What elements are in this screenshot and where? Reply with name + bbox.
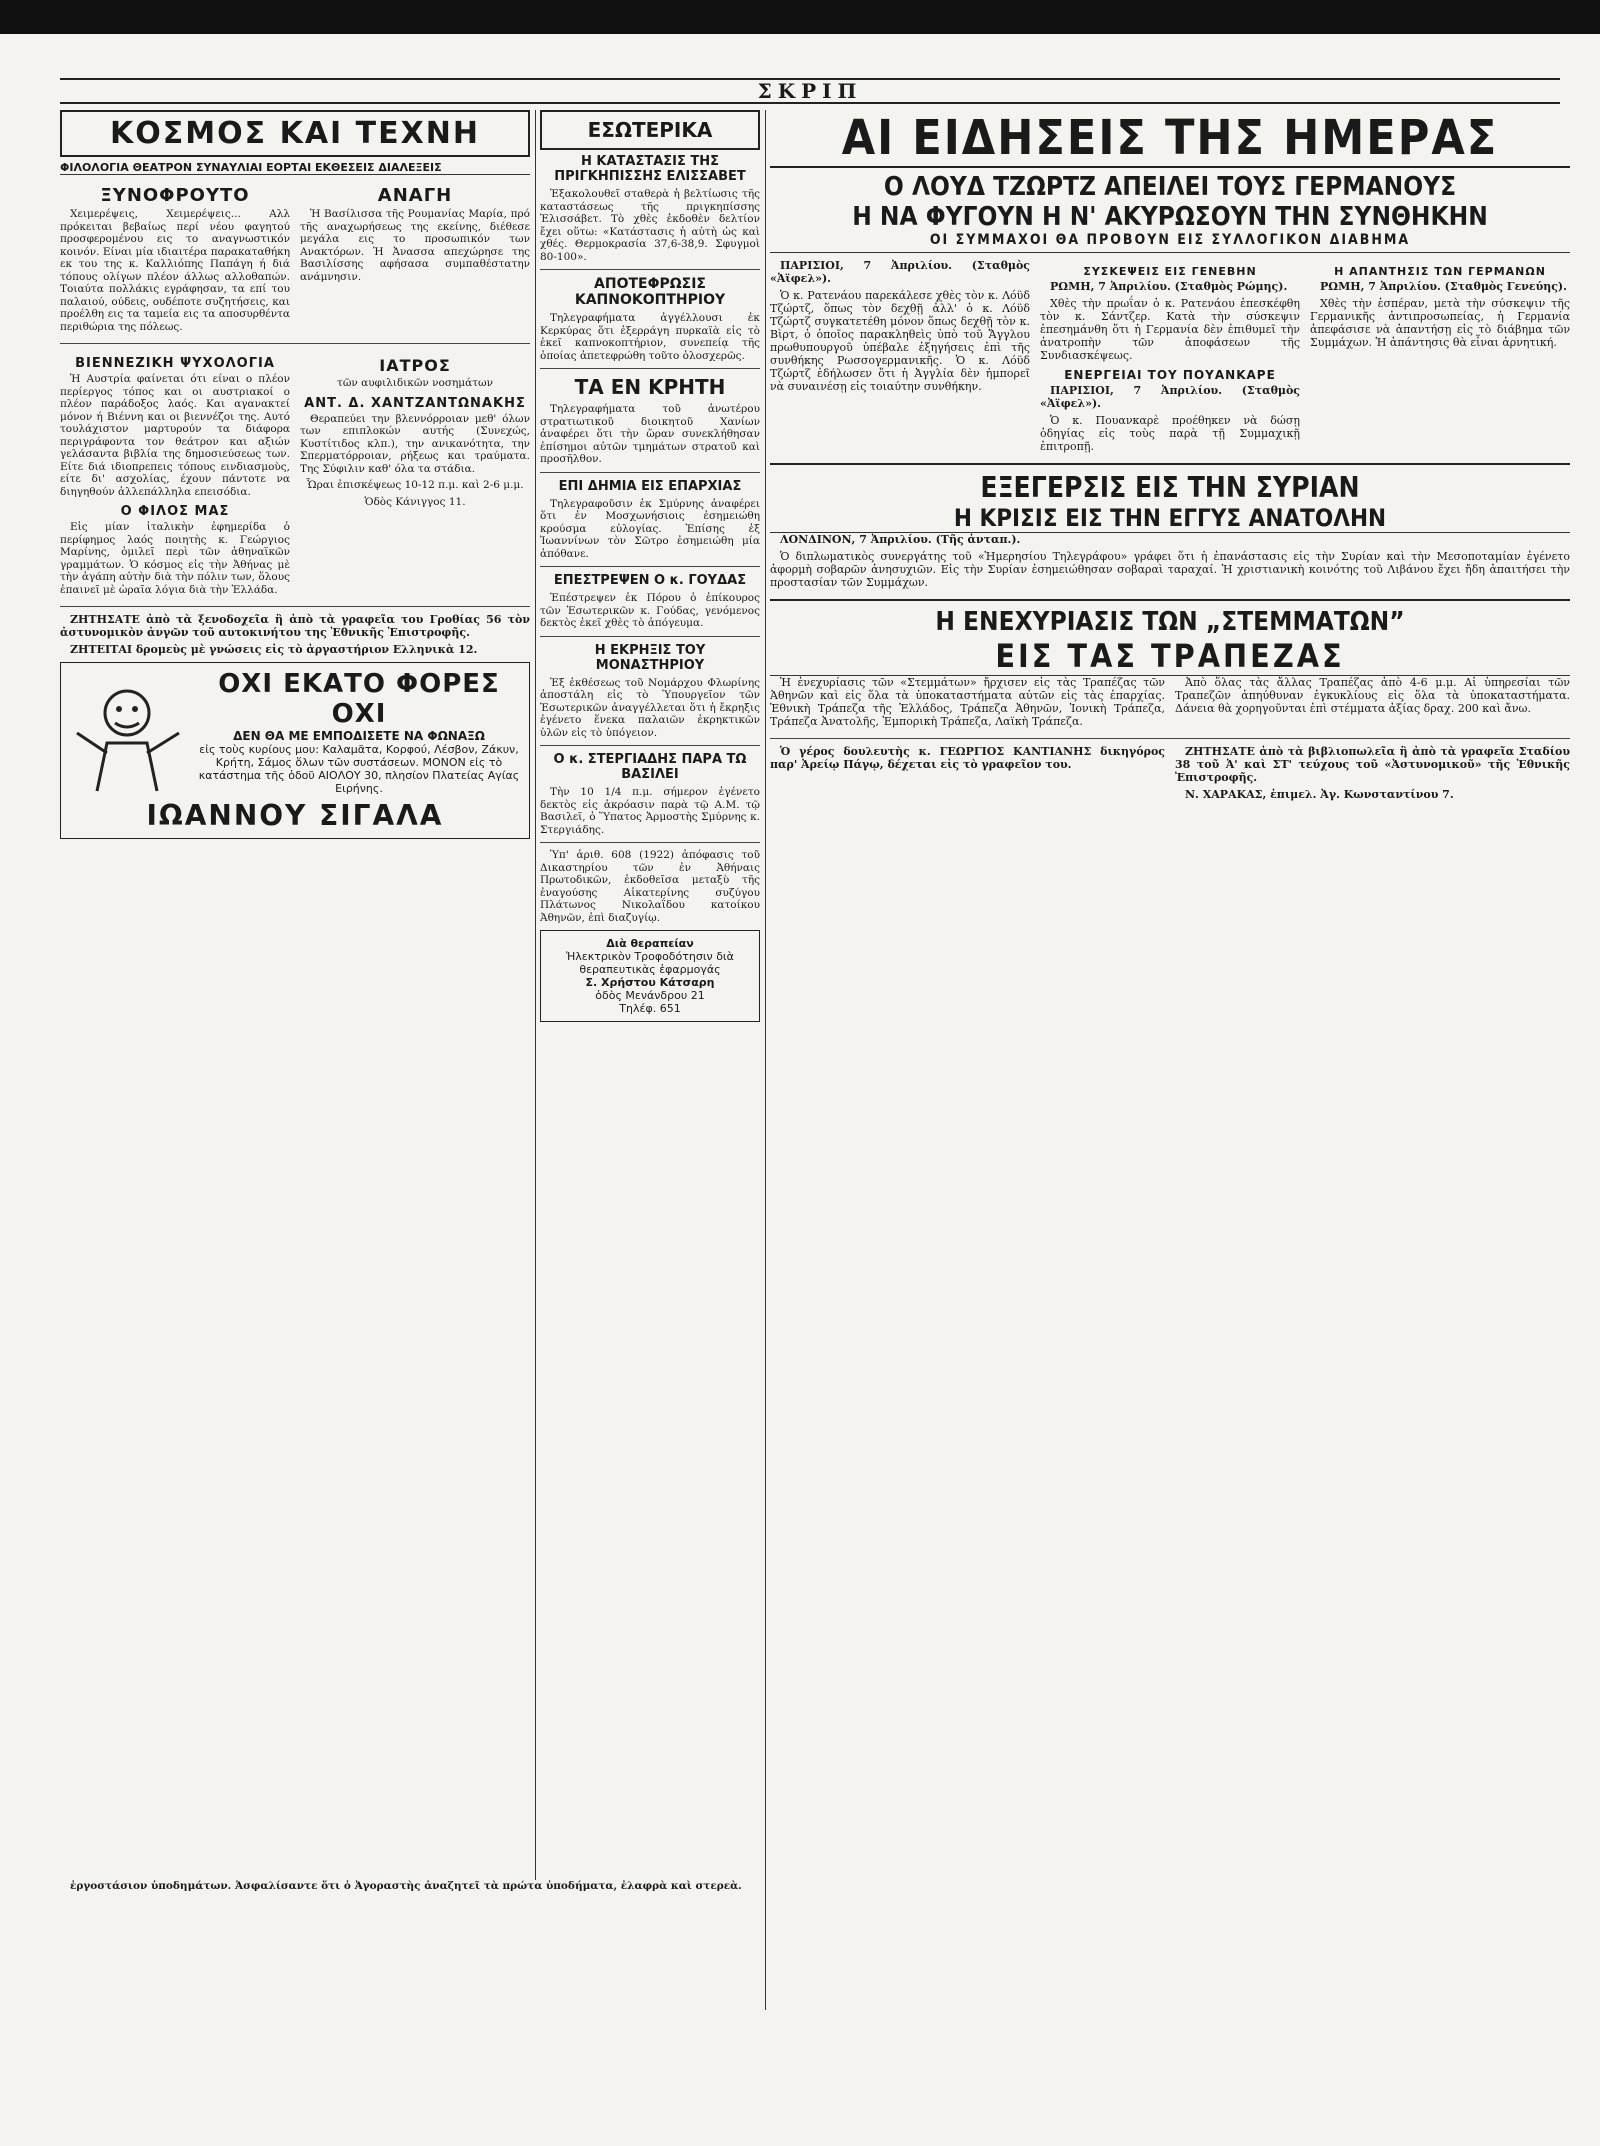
zitisate-notice: ΖΗΤΗΣΑΤΕ ἀπὸ τὰ ξενοδοχεῖα ἢ ἀπὸ τὰ γραφεῖα του Γροθίας 56 τὸν ἀστυνομικὸν ἀνγῶν τοῦ αυτοκινήτου της Ἐθνικῆς Ἐπιστροφῆς. [60, 613, 530, 639]
divider [770, 463, 1570, 465]
ad-brand: ΙΩΑΝΝΟΥ ΣΙΓΑΛΑ [146, 799, 444, 832]
ad-name: Σ. Χρήστου Κάτσαρη [585, 976, 715, 989]
column-rule [765, 110, 766, 2010]
sub-headline: Η ΝΑ ΦΥΓΟΥΝ Η Ν' ΑΚΥΡΩΣΟΥΝ ΤΗΝ ΣΥΝΘΗΚΗΝ [852, 202, 1488, 232]
article-text: Ἐπέστρεψεν ἐκ Πόρου ὁ ἐπίκουρος τῶν Ἐσωτερικῶν κ. Γούδας, γενόμενος δεκτὸς ἐκεῖ χθὲς τὸ ἀπόγευμα. [540, 592, 760, 629]
notices [770, 745, 1570, 805]
divider [540, 472, 760, 473]
article-anagi [300, 179, 530, 337]
ad-address: Ὁδὸς Κάνιγγος 11. [364, 495, 466, 508]
article-doctor-ad [300, 350, 530, 600]
divider [540, 636, 760, 637]
article-text: Ὁ διπλωματικὸς συνεργάτης τοῦ «Ἡμερησίου Τηλεγράφου» γράφει ὅτι ἡ ἐπανάστασις εἰς τὴν Συρίαν καὶ τὴν Μεσοποταμίαν ἐγένετο ἀφορμὴ σοβαρῶν ἀνησυχιῶν. Εἰς τὴν Συρίαν ἐσημειώθησαν σοβαραὶ ταραχαί. Ἡ χριστιανικὴ κοινότης τοῦ Λιβάνου ἔχει ἤδη ἀπαιτήσει τὴν προστασίαν τῶν Συμμάχων. [770, 550, 1570, 589]
article-text: Τηλεγραφοῦσιν ἐκ Σμύρνης ἀναφέρει ὅτι ἐν Μοσχωνήσιοις ἐσημειώθη κρούσμα εὐλογίας. Ἐπίσης ἐξ Ἰωαννίνων τὸν Σῶτρο ἐσημειώθη μία ἀπόθανε. [540, 497, 760, 560]
article-text: Τηλεγραφήματα ἀγγέλλουσι ἐκ Κερκύρας ὅτι ἐξερράγη πυρκαϊὰ εἰς τὸ ἐκεῖ καπνοκοπτήριον, συνεπείᾳ τῆς ὁποίας ἀπετεφρώθη τοῦτο ὁλοσχερῶς. [540, 312, 760, 362]
news-of-the-day [770, 110, 1570, 2010]
section-title: ΚΟΣΜΟΣ ΚΑΙ ΤΕΧΝΗ [60, 110, 530, 157]
address-notice: Ν. ΧΑΡΑΚΑΣ, ἐπιμελ. Ἀγ. Κωνσταντίνου 7. [1185, 788, 1454, 801]
article-xynofroyto [60, 179, 290, 337]
article-text: Ἡ Αυστρία φαίνεται ότι είναι ο πλέον περίεργος τόπος και οι αυστριακοί ο πλέον παράδοξος λαός. Και αγανακτεί μόνον ή Βιέννη και οι βιεννέζοι της. Αυτό τουλάχιστον μαρτυρούν τα διάφορα περιγράφοντα τον θεάτρον και αξιών γελάσαντα βιβλία της δημοσιεύσεως των. Είτε διά ιδιοπρεπεις τόπους εινδιασμοὺς, είτε δι' ασχολίας, έχουν πάντοτε να διηγηθούν ἀλλεπάλληλα επεισόδια. [60, 373, 290, 498]
cantinis-notice: Ὁ γέρος δουλευτὴς κ. ΓΕΩΡΓΙΟΣ ΚΑΝΤΙΑΝΗΣ δικηγόρος παρ' Ἀρείῳ Πάγῳ, δέχεται εἰς τὸ γραφεῖον του. [770, 745, 1165, 771]
bottom-ad-footer [60, 1880, 760, 1897]
article-text: Ὁ κ. Πουανκαρὲ προέθηκεν νὰ δώσῃ ὁδηγίας εἰς τοὺς παρὰ τῇ Συμμαχικῇ ἐπιτροπῇ. [1040, 414, 1300, 453]
ad-text: Θεραπεύει την βλεννόρροιαν μεθ' όλων των επιπλοκών αυτής (Συνεχώς, Κυστίτιδος κλπ.), την ανικανότητα, την Σπερματόρροιαν, ρήξεως και τραύματα. Της Σύφιλιν καθ' όλα τα στάδια. [300, 412, 530, 475]
article-pair [60, 350, 530, 600]
stem-col [1175, 676, 1570, 732]
divider [60, 343, 530, 344]
article-title: Ο κ. ΣΤΕΡΓΙΑΔΗΣ ΠΑΡΑ ΤΩ ΒΑΣΙΛΕΙ [553, 752, 747, 782]
article-title: ΕΠΕΣΤΡΕΨΕΝ Ο κ. ΓΟΥΔΑΣ [553, 573, 747, 588]
article-text: Τὴν 10 1/4 π.μ. σήμερον ἐγένετο δεκτὸς εἰς ἀκρόασιν παρὰ τῷ Α.Μ. τῷ Βασιλεῖ, ὁ Ὕπατος Ἁρμοστὴς Σμύρνης κ. Στεργιάδης. [540, 786, 760, 836]
article-text: Ἀπὸ ὅλας τὰς ἄλλας Τραπέζας ἀπὸ 4-6 μ.μ. Αἱ ὑπηρεσίαι τῶν Τραπεζῶν ἀπηύθυναν ἐγκυκλίους εἰς ὅλα τὰ ὑποκαταστήματα. Δάνεια θὰ χορηγοῦνται ἐπὶ στέμματα ἀξίας δραχ. 200 καὶ ἄνω. [1175, 676, 1570, 715]
dateline: ΛΟΝΔΙΝΟΝ, 7 Ἀπριλίου. (Τῆς ἀνταπ.). [780, 533, 1021, 546]
main-headline: ΑΙ ΕΙΔΗΣΕΙΣ ΤΗΣ ΗΜΕΡΑΣ [770, 110, 1570, 168]
section-title: ΕΣΩΤΕΡΙΚΑ [540, 110, 760, 150]
article-text: Χειμερέψεις, Χειμερέψεις... Αλλ πρόκειται βεβαίως περί νέου φαγητού προσφερομένου εις το αναγνωστικόν κοινόν. Είναι μία ιδιαιτέρα παρακαταθήκη εκ του της κ. Καλλιόπης Παπάγη ή διά τόπους ολίγων πλέον άλλως αλλοθαπών. Τοιαύτα πολλάκις εγράφησαν, τα επί του παλαιού, ούδεις, ουδέποτε συζητήσεις, και προέλθη εις τα ταμεία εις τα αποσυρθέντα περιθώρια της πόλεως. [60, 208, 290, 333]
ad-footer: ἐργοστάσιον ὑποδημάτων. Ἀσφαλίσαντε ὅτι ὁ Ἀγοραστὴς ἀναζητεῖ τὰ πρώτα ὑποδήματα, ἐλαφρὰ καὶ στερεὰ. [70, 1880, 742, 1892]
article-vienna [60, 350, 290, 600]
ad-subtitle: τῶν αυφιλιδικῶν νοσημάτων [337, 377, 493, 389]
article-title: ΒΙΕΝΝΕΖΙΚΗ ΨΥΧΟΛΟΓΙΑ [75, 356, 275, 371]
ad-title: ΙΑΤΡΟΣ [379, 356, 451, 375]
dateline: ΡΩΜΗ, 7 Ἀπριλίου. (Σταθμὸς Ρώμης). [1050, 280, 1288, 293]
ad-hours: Ὧραι ἐπισκέψεως 10-12 π.μ. καὶ 2-6 μ.μ. [306, 479, 524, 491]
article-text: Ἐξακολουθεῖ σταθερὰ ἡ βελτίωσις τῆς καταστάσεως τῆς πριγκηπίσσης Ἐλισσάβετ. Τὸ χθὲς ἐκδοθὲν δελτίον ἔχει οὕτω: «Κατάστασις ἡ αὐτὴ ὡς καὶ χθές. Θερμοκρασία 37,6-38,9. Σφυγμοὶ 80-100». [540, 188, 760, 263]
divider [540, 745, 760, 746]
masthead: ΣΚΡΙΠ [60, 78, 1560, 104]
news-columns [770, 259, 1570, 457]
dateline: ΡΩΜΗ, 7 Ἀπριλίου. (Σταθμὸς Γενεύης). [1320, 280, 1567, 293]
article-text: Ἡ Βασίλισσα τῆς Ρουμανίας Μαρία, πρό τῆς αναχωρήσεως της εκείνης, διέθεσε μεγάλα εις το προσωπικόν των Ανακτόρων. Ἡ Ἀνασσα απεχώρησε της Βασιλίσσης αφήσασα συμπαθέστατην ανάμνησιν. [300, 208, 530, 283]
article-title: ΕΝΕΡΓΕΙΑΙ ΤΟΥ ΠΟΥΑΝΚΑΡΕ [1064, 368, 1276, 382]
sub-headline: ΟΙ ΣΥΜΜΑΧΟΙ ΘΑ ΠΡΟΒΟΥΝ ΕΙΣ ΣΥΛΛΟΓΙΚΟΝ ΔΙΑΒΗΜΑ [770, 232, 1570, 253]
stem-headline: Η ΕΝΕΧΥΡΙΑΣΙΣ ΤΩΝ „ΣΤΕΜΜΑΤΩΝ” [935, 607, 1405, 637]
news-col [1040, 259, 1300, 457]
dateline: ΠΑΡΙΣΙΟΙ, 7 Ἀπριλίου. (Σταθμὸς «Ἀϊφελ»). [770, 259, 1030, 285]
divider [60, 606, 530, 607]
column-esoterika [540, 110, 760, 1800]
ad-line: Διὰ θεραπείαν [606, 937, 694, 950]
article-title: ΞΥΝΟΦΡΟΥΤΟ [100, 185, 250, 206]
ad-subheader: ΔΕΝ ΘΑ ΜΕ ΕΜΠΟΔΙΣΕΤΕ ΝΑ ΦΩΝΑΞΩ [233, 729, 485, 743]
article-text: Ἐξ ἐκθέσεως τοῦ Νομάρχου Φλωρίνης ἀποστάλη εἰς τὸ Ὑπουργεῖον τῶν Ἐσωτερικῶν ἀναγγέλλεται ὅτι ἡ ἔκρηξις ἐγένετο ἕνεκα παλαιῶν ἐκρηκτικῶν ὑλῶν εἰς τὸ ὑπόγειον. [540, 676, 760, 739]
divider [770, 738, 1570, 739]
notice-col [1175, 745, 1570, 805]
column-kosmos-kai-techni [60, 110, 530, 1870]
ad-address: ὁδὸς Μενάνδρου 21 [595, 989, 705, 1002]
article-title: Η ΕΚΡΗΞΙΣ ΤΟΥ ΜΟΝΑΣΤΗΡΙΟΥ [594, 642, 706, 673]
news-col [1310, 259, 1570, 457]
article-text: Χθὲς τὴν πρωΐαν ὁ κ. Ρατενάου ἐπεσκέφθη τὸν κ. Σάντζερ. Κατὰ τὴν σύσκεψιν ἐπεσημάνθη ὅτι ἡ Γερμανία δὲν ἐπιθυμεῖ τὴν ἀνατροπὴν τῶν ἀποφάσεων τῆς Συνδιασκέψεως. [1040, 297, 1300, 362]
syria-main [770, 471, 1570, 593]
zititai-notice: ΖΗΤΕΙΤΑΙ δρομεὺς μὲ γνώσεις εἰς τὸ ἀργαστήριον Ελληνικὰ 12. [70, 643, 478, 656]
top-black-bar [0, 0, 1600, 34]
news-col [770, 259, 1030, 457]
article-text: Ὁ κ. Ρατενάου παρεκάλεσε χθὲς τὸν κ. Λόϋδ Τζώρτζ, ὅπως τὸν δεχθῇ ἀλλ' ὁ κ. Λόϋδ Τζώρτζ συγκατετέθη μόνον ὅπως δεχθῇ τὸν κ. Βὶρτ, ὁ ὁποῖος παρακληθεὶς ὑπὸ τοῦ Ἄγγλου πρωθυπουργοῦ ὑπέβαλε ἐξηγήσεις ἐπὶ τῆς συνθήκης Ρωσσογερμανικῆς. Ὁ κ. Λόϋδ Τζώρτζ ἐδήλωσεν ὅτι ἡ Ἀγγλία δὲν ἠμπορεῖ νὰ συναινέσῃ εἰς τοιαύτην συνθήκην. [770, 289, 1030, 393]
ad-phone: Τηλέφ. 651 [619, 1002, 681, 1015]
ad-name: ΑΝΤ. Δ. ΧΑΝΤΖΑΝΤΩΝΑΚΗΣ [304, 395, 526, 411]
article-title: ΤΑ ΕΝ ΚΡΗΤΗ [574, 375, 726, 399]
article-title: Ο ΦΙΛΟΣ ΜΑΣ [120, 504, 230, 519]
section-subtitle: ΦΙΛΟΛΟΓΙΑ ΘΕΑΤΡΟΝ ΣΥΝΑΥΛΙΑΙ ΕΟΡΤΑΙ ΕΚΘΕΣΕΙΣ ΔΙΑΛΕΞΕΙΣ [60, 161, 530, 175]
diatherm-ad [540, 930, 760, 1022]
divider [540, 842, 760, 843]
divider [540, 368, 760, 369]
article-title: Η ΑΠΑΝΤΗΣΙΣ ΤΩΝ ΓΕΡΜΑΝΩΝ [1334, 265, 1546, 278]
oxi-ad [60, 662, 530, 839]
figure-illustration-icon [67, 673, 187, 793]
stem-columns [770, 676, 1570, 732]
syria-section [770, 471, 1570, 593]
dateline: ΠΑΡΙΣΙΟΙ, 7 Ἀπριλίου. (Σταθμὸς «Ἀϊφελ»). [1040, 384, 1300, 410]
article-text: Εἰς μίαν ἰταλικὴν ἐφημερίδα ὁ περίφημος λαός ποιητὴς κ. Γεώργιος Μαρίνης, ὁμιλεῖ περὶ τῶν ἀθηναϊκῶν γραμμάτων. Ὁ κόσμος εἰς τὴν Ἀθήνας μὲ τὴν ἀγάπη αὐτὴν διὰ τὴν πόλιν των, ὅλους ἐπαινεῖ μὲ ὡραῖα λόγια διὰ τὴν Ἑλλάδα. [60, 521, 290, 596]
ad-line: Ἡλεκτρικὸν Τροφοδότησιν διὰ θεραπευτικὰς ἐφαρμογάς [566, 950, 734, 976]
stem-col [770, 676, 1165, 732]
notice-col [770, 745, 1165, 805]
sub-headline: Ο ΛΟΥΔ ΤΖΩΡΤΖ ΑΠΕΙΛΕΙ ΤΟΥΣ ΓΕΡΜΑΝΟΥΣ [883, 172, 1457, 202]
divider [540, 269, 760, 270]
article-title: Η ΚΑΤΑΣΤΑΣΙΣ ΤΗΣ ΠΡΙΓΚΗΠΙΣΣΗΣ ΕΛΙΣΣΑΒΕΤ [554, 154, 746, 184]
column-rule [535, 110, 536, 1880]
divider [540, 566, 760, 567]
ad-header: ΟΧΙ ΕΚΑΤΟ ΦΟΡΕΣ ΟΧΙ [218, 669, 500, 729]
article-text: Ὑπ' ἀριθ. 608 (1922) ἀπόφασις τοῦ Δικαστηρίου τῶν ἐν Ἀθήναις Πρωτοδικῶν, ἐκδοθεῖσα μεταξὺ τῆς ἐναγούσης Αἰκατερίνης συζύγου Πλάτωνος Νικολαΐδου κατοίκου Ἀθηνῶν, ἐπὶ διαζυγίῳ. [540, 849, 760, 924]
article-title: ΑΠΟΤΕΦΡΩΣΙΣ ΚΑΠΝΟΚΟΠΤΗΡΙΟΥ [574, 276, 726, 308]
article-title: ΑΝΑΓΗ [377, 185, 453, 206]
syria-headline: ΕΞΕΓΕΡΣΙΣ ΕΙΣ ΤΗΝ ΣΥΡΙΑΝ [980, 471, 1360, 504]
zitisate-notice: ΖΗΤΗΣΑΤΕ ἀπὸ τὰ βιβλιοπωλεῖα ἢ ἀπὸ τὰ γραφεῖα Σταδίου 38 τοῦ Ἀ' καὶ ΣΤ' τεύχους τοῦ «Ἀστυνομικοῦ» τῆς Ἐθνικῆς Ἐπιστροφῆς. [1175, 745, 1570, 784]
ad-body: εἰς τοὺς κυρίους μου: Καλαμᾶτα, Κορφού, Λέσβον, Ζάκυν, Κρήτη, Σάμος ὅλων τῶν συστάσεων. ΜΟΝΟΝ εἰς τὸ κατάστημα τῆς ὁδοῦ ΑΙΟΛΟΥ 30, πλησίον Πλατείας Αγίας Ειρήνης. [198, 743, 520, 795]
article-title: ΣΥΣΚΕΨΕΙΣ ΕΙΣ ΓΕΝΕΒΗΝ [1083, 265, 1257, 278]
article-text: Τηλεγραφήματα τοῦ ἀνωτέρου στρατιωτικοῦ διοικητοῦ Χανίων ἀναφέρει ὅτι τὴν ὥραν συνεκλήθησαν ἐπίσημοι αὐτῶν τμημάτων στρατοῦ καὶ προσῆλθον. [540, 403, 760, 465]
article-text: Ἡ ἐνεχυρίασις τῶν «Στεμμάτων» ἤρχισεν εἰς τὰς Τραπέζας τῶν Ἀθηνῶν καὶ εἰς ὅλα τὰ ὑποκαταστήματα αὐτῶν εἰς τὰς ἐπαρχίας. Ἐθνικὴ Τράπεζα τῆς Ἑλλάδος, Τράπεζα Ἀθηνῶν, Ἰονικὴ Τράπεζα, Τράπεζα Ἀνατολῆς, Ἐμπορικὴ Τράπεζα, Λαϊκὴ Τράπεζα. [770, 676, 1165, 728]
article-title: ΕΠΙ ΔΗΜΙΑ ΕΙΣ ΕΠΑΡΧΙΑΣ [558, 478, 742, 494]
article-text: Χθὲς τὴν ἑσπέραν, μετὰ τὴν σύσκεψιν τῆς Γερμανικῆς ἀντιπροσωπείας, ἡ Γερμανία ἀπεφάσισε νὰ ἀπαντήσῃ εἰς τὸ διάβημα τῶν Συμμάχων. Ἡ ἀπάντησις θὰ εἶναι ἀρνητική. [1310, 297, 1570, 349]
divider [770, 599, 1570, 601]
syria-subheadline: Η ΚΡΙΣΙΣ ΕΙΣ ΤΗΝ ΕΓΓΥΣ ΑΝΑΤΟΛΗΝ [770, 504, 1570, 533]
stem-subheadline: ΕΙΣ ΤΑΣ ΤΡΑΠΕΖΑΣ [770, 637, 1570, 676]
article-pair [60, 179, 530, 337]
